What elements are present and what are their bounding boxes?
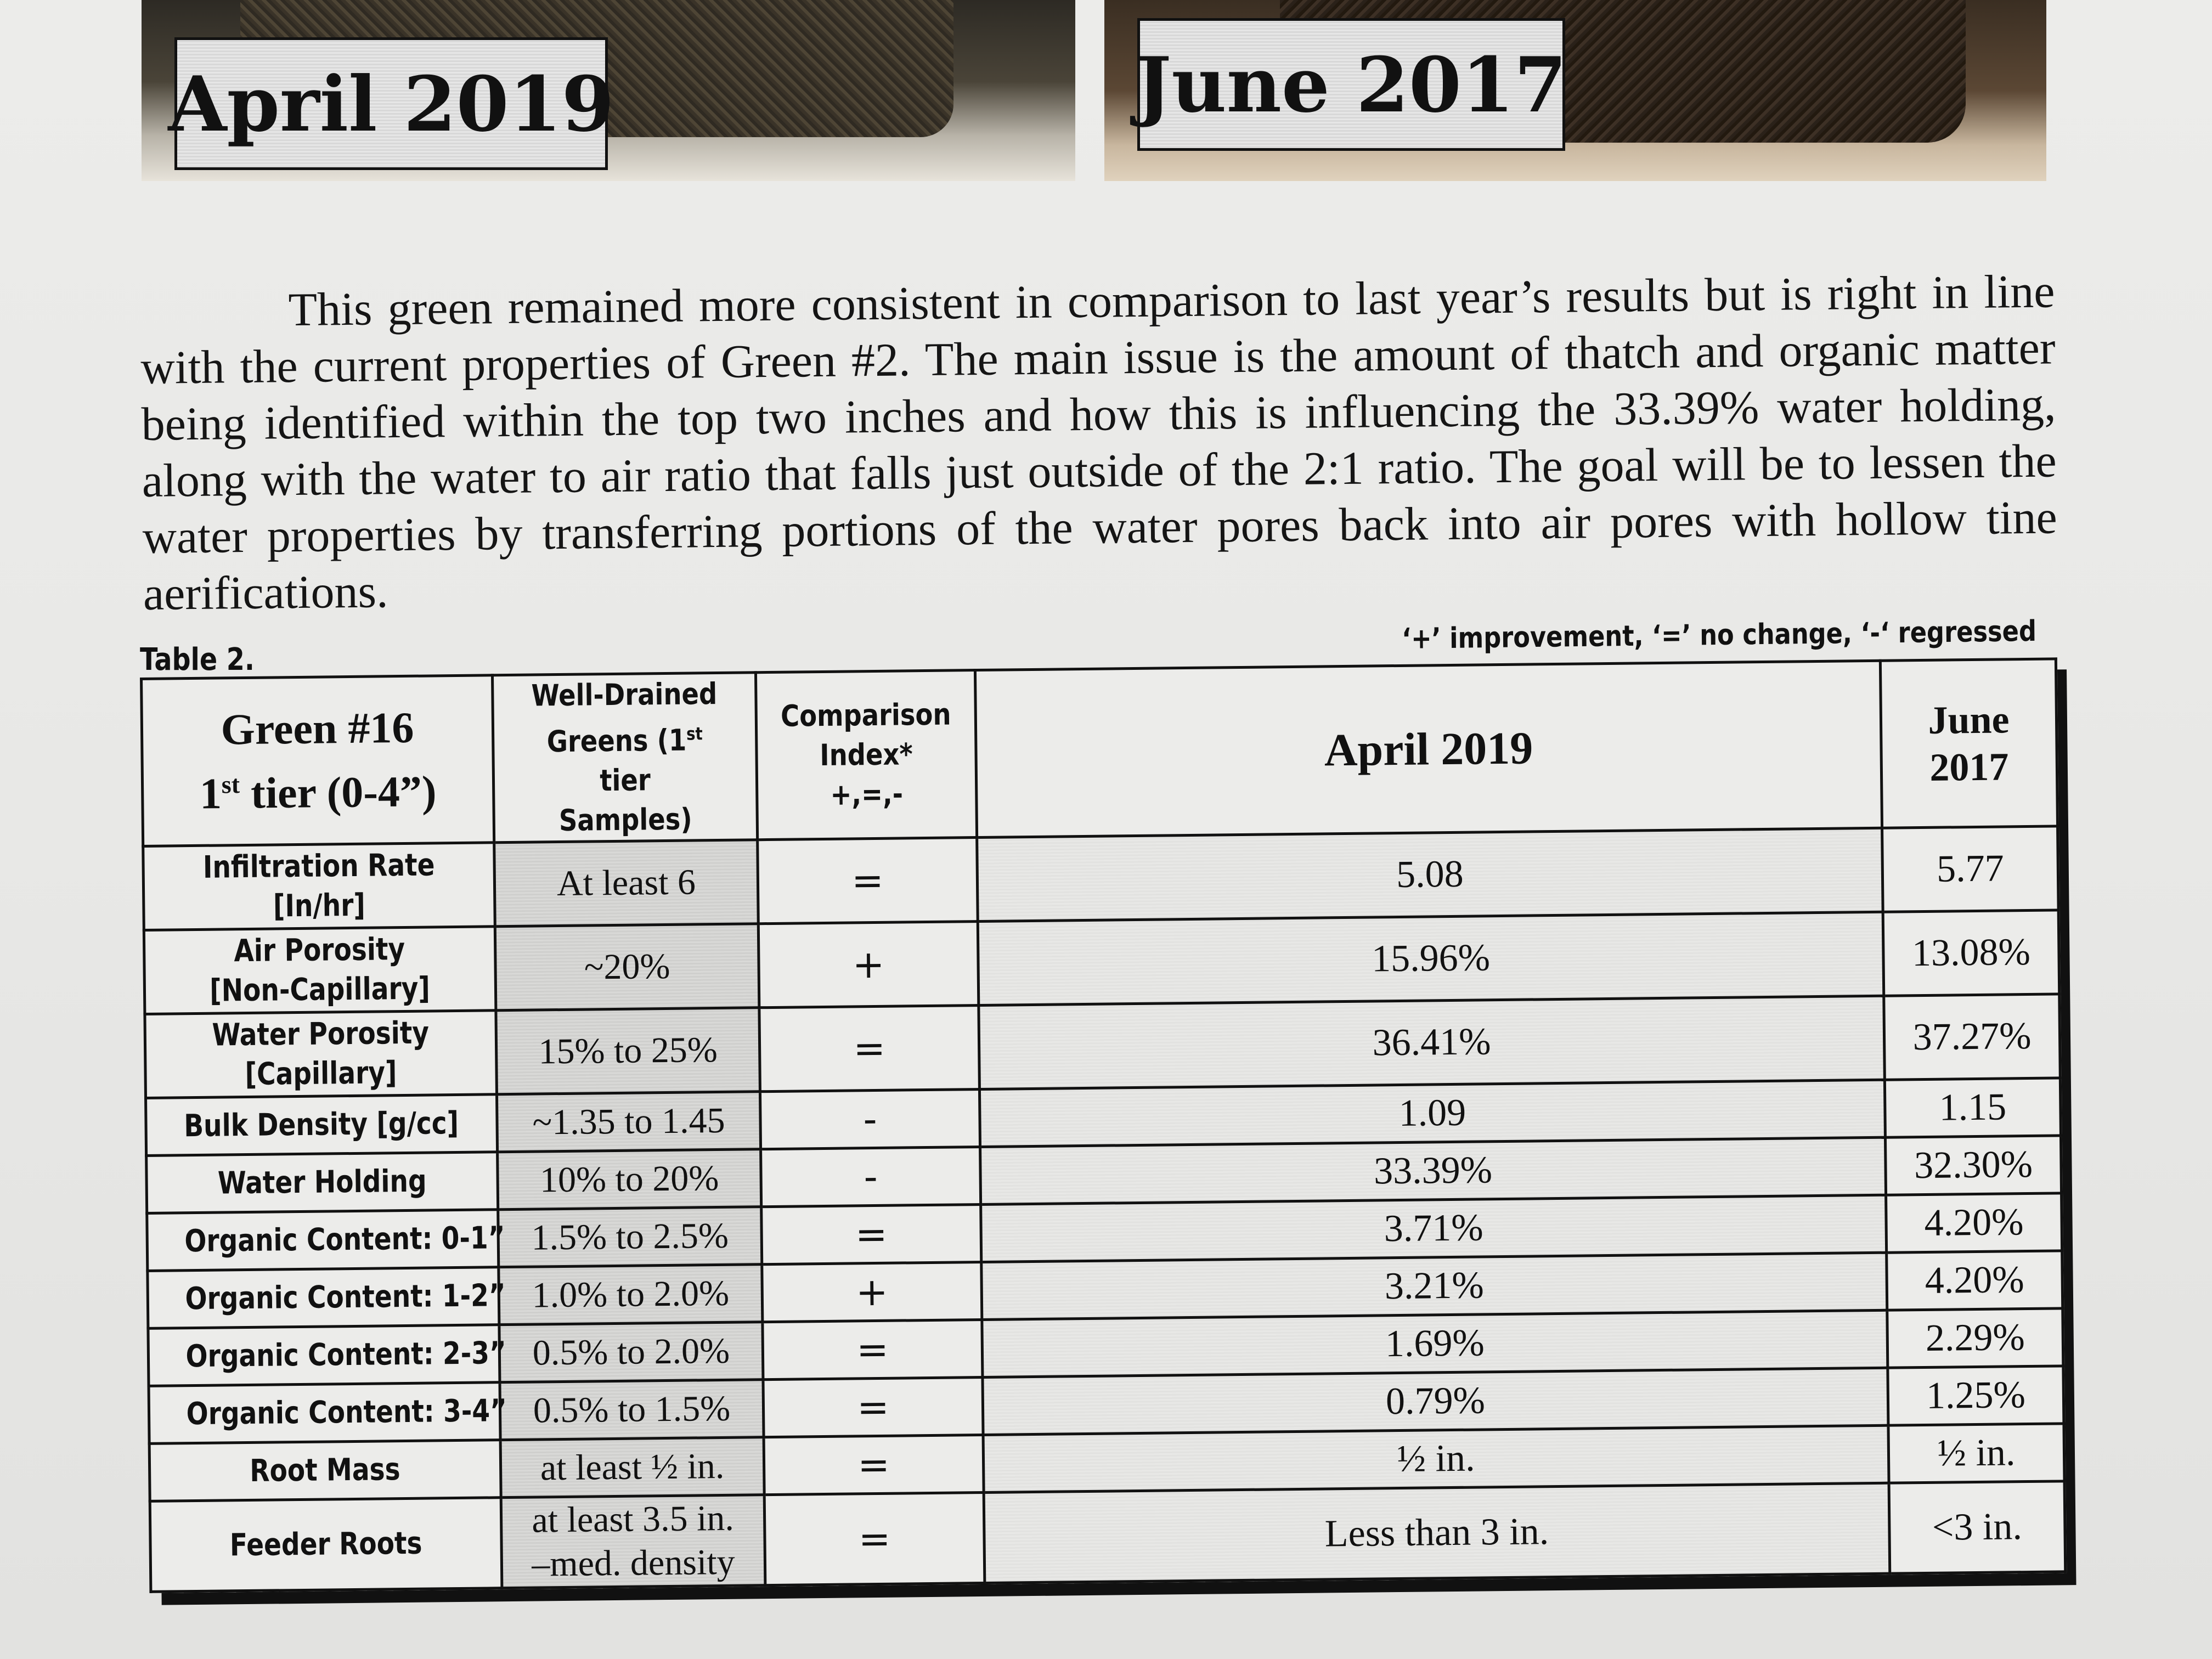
cell-june-2017-value: 1.15	[1884, 1078, 2061, 1137]
cell-april-2019-value: 1.69%	[982, 1310, 1888, 1377]
cell-comparison-index: -	[761, 1147, 981, 1207]
header-well-line1: Well-Drained	[531, 676, 718, 713]
cell-april-2019-value: 3.71%	[981, 1195, 1887, 1262]
photo-label-june-2017: June 2017	[1137, 18, 1565, 151]
cell-comparison-index: =	[761, 1205, 981, 1265]
header-green-line1: Green #16	[221, 703, 414, 754]
header-well-line2b: tier	[599, 763, 651, 798]
parameter-name: Infiltration Rate	[202, 847, 435, 885]
header-comp-line2: Index*	[820, 737, 913, 773]
cell-target-range	[498, 1149, 761, 1210]
header-green-tier-num: 1	[199, 769, 222, 819]
cell-comparison-index: =	[764, 1492, 985, 1585]
header-well-drained	[492, 673, 757, 843]
header-well-sup: st	[686, 723, 703, 744]
cell-target-range	[495, 924, 759, 1011]
header-green-tier-sup: st	[221, 770, 240, 799]
cell-comparison-index: +	[758, 922, 979, 1008]
target-range-text: ~20%	[584, 946, 670, 988]
cell-june-2017-value: 37.27%	[1884, 994, 2061, 1080]
header-well-line3: Samples)	[558, 802, 692, 838]
soil-properties-table	[140, 657, 2064, 1593]
cell-target-range	[498, 1207, 762, 1267]
header-comp-line3: +,=,-	[830, 776, 904, 812]
parameter-name: Air Porosity	[234, 931, 405, 969]
header-green-tier-rest: tier (0-4”)	[239, 767, 437, 818]
parameter-unit: [In/hr]	[273, 887, 366, 924]
cell-april-2019-value: ½ in.	[983, 1425, 1889, 1492]
cell-parameter	[145, 1011, 497, 1098]
header-well-line2a: Greens (1	[546, 723, 687, 759]
cell-parameter	[144, 927, 496, 1014]
cell-june-2017-value: <3 in.	[1889, 1481, 2066, 1573]
cell-june-2017-value: 2.29%	[1887, 1308, 2063, 1368]
target-range-text: ~1.35 to 1.45	[532, 1100, 725, 1143]
target-range-text: At least 6	[556, 862, 696, 904]
parameter-unit: [Non-Capillary]	[210, 970, 431, 1009]
table-body	[143, 826, 2066, 1592]
cell-comparison-index: =	[759, 1006, 980, 1092]
photo-label-april-2019: April 2019	[174, 37, 608, 170]
cell-parameter	[148, 1325, 507, 1386]
soil-sample-photo-april-2019	[142, 0, 1075, 181]
cell-parameter	[143, 843, 495, 930]
header-green	[142, 675, 494, 847]
cell-april-2019-value: 3.21%	[981, 1252, 1887, 1319]
header-comp-line1: Comparison	[780, 697, 951, 733]
target-range-text: 15% to 25%	[538, 1030, 718, 1072]
table-header-row	[142, 659, 2058, 847]
cell-target-range	[500, 1437, 764, 1498]
cell-june-2017-value: 4.20%	[1887, 1251, 2063, 1310]
parameter-unit: [Capillary]	[245, 1055, 397, 1093]
cell-target-range	[499, 1265, 763, 1325]
cell-comparison-index: =	[763, 1377, 983, 1437]
cell-comparison-index: +	[762, 1262, 982, 1322]
cell-comparison-index: -	[760, 1090, 980, 1149]
cell-april-2019-value: 33.39%	[980, 1137, 1886, 1204]
cell-parameter	[146, 1152, 498, 1214]
cell-parameter	[148, 1267, 506, 1329]
target-range-text: at least 3.5 in.	[532, 1498, 735, 1541]
cell-comparison-index: =	[764, 1435, 984, 1494]
parameter-name: Water Holding	[217, 1163, 427, 1201]
header-june-2017	[1880, 659, 2057, 828]
target-range-text: 0.5% to 2.0%	[532, 1330, 730, 1373]
cell-target-range	[494, 840, 759, 927]
parameter-name: Bulk Density [g/cc]	[184, 1105, 459, 1144]
cell-april-2019-value: 15.96%	[978, 912, 1884, 1005]
parameter-name: Root Mass	[250, 1452, 401, 1489]
cell-june-2017-value: 32.30%	[1885, 1136, 2061, 1195]
cell-target-range	[501, 1495, 765, 1588]
comparison-legend: ‘+’ improvement, ‘=’ no change, ‘-‘ regressed	[1402, 614, 2037, 656]
cell-parameter	[146, 1094, 498, 1156]
cell-parameter	[149, 1440, 501, 1502]
cell-comparison-index: =	[758, 838, 978, 924]
table-caption: Table 2.	[140, 642, 255, 678]
parameter-name: Organic Content: 2-3”	[185, 1335, 507, 1375]
body-paragraph: This green remained more consistent in comparison to last year’s results but is right in line with the current properties of Green #2. The main issue is the amount of thatch and organic matter being identified within the top two inches and how this is influencing the 33.39% water holding, along with the water to air ratio that falls just outside of the 2:1 ratio. The goal will be to lessen the water properties by transferring portions of the water pores back into air pores with hollow tine aerifications.	[140, 264, 2058, 620]
table-row	[150, 1481, 2066, 1592]
cell-april-2019-value: 36.41%	[979, 996, 1885, 1089]
cell-april-2019-value: 0.79%	[983, 1368, 1888, 1435]
target-range-text: 1.0% to 2.0%	[532, 1273, 730, 1316]
parameter-name: Water Porosity	[212, 1015, 430, 1053]
cell-parameter	[150, 1498, 502, 1592]
cell-june-2017-value: 13.08%	[1883, 910, 2059, 996]
cell-parameter	[147, 1210, 505, 1271]
cell-june-2017-value: ½ in.	[1888, 1424, 2064, 1483]
cell-target-range	[496, 1008, 760, 1094]
target-range-note: –med. density	[531, 1542, 735, 1584]
target-range-text: 10% to 20%	[539, 1158, 719, 1200]
target-range-text: 1.5% to 2.5%	[531, 1215, 729, 1258]
cell-comparison-index: =	[763, 1319, 983, 1379]
target-range-text: at least ½ in.	[540, 1446, 725, 1488]
cell-april-2019-value: 5.08	[977, 828, 1883, 921]
cell-target-range	[500, 1380, 764, 1440]
header-june-line2: 2017	[1929, 744, 2009, 789]
parameter-name: Organic Content: 0-1”	[184, 1220, 505, 1260]
cell-april-2019-value: Less than 3 in.	[984, 1483, 1890, 1583]
cell-target-range	[496, 1092, 760, 1152]
target-range-text: 0.5% to 1.5%	[533, 1388, 731, 1431]
parameter-name: Feeder Roots	[229, 1525, 422, 1564]
header-april-2019: April 2019	[975, 661, 1882, 837]
soil-sample-photo-june-2017	[1104, 0, 2046, 181]
cell-target-range	[499, 1322, 763, 1383]
parameter-name: Organic Content: 3-4”	[186, 1393, 507, 1432]
parameter-name: Organic Content: 1-2”	[185, 1278, 506, 1317]
cell-june-2017-value: 1.25%	[1888, 1366, 2064, 1425]
cell-june-2017-value: 5.77	[1882, 826, 2059, 912]
header-comparison-index	[755, 670, 977, 840]
cell-april-2019-value: 1.09	[979, 1080, 1885, 1147]
cell-june-2017-value: 4.20%	[1886, 1193, 2062, 1252]
cell-parameter	[149, 1383, 507, 1444]
header-june-line1: June	[1928, 697, 2010, 742]
